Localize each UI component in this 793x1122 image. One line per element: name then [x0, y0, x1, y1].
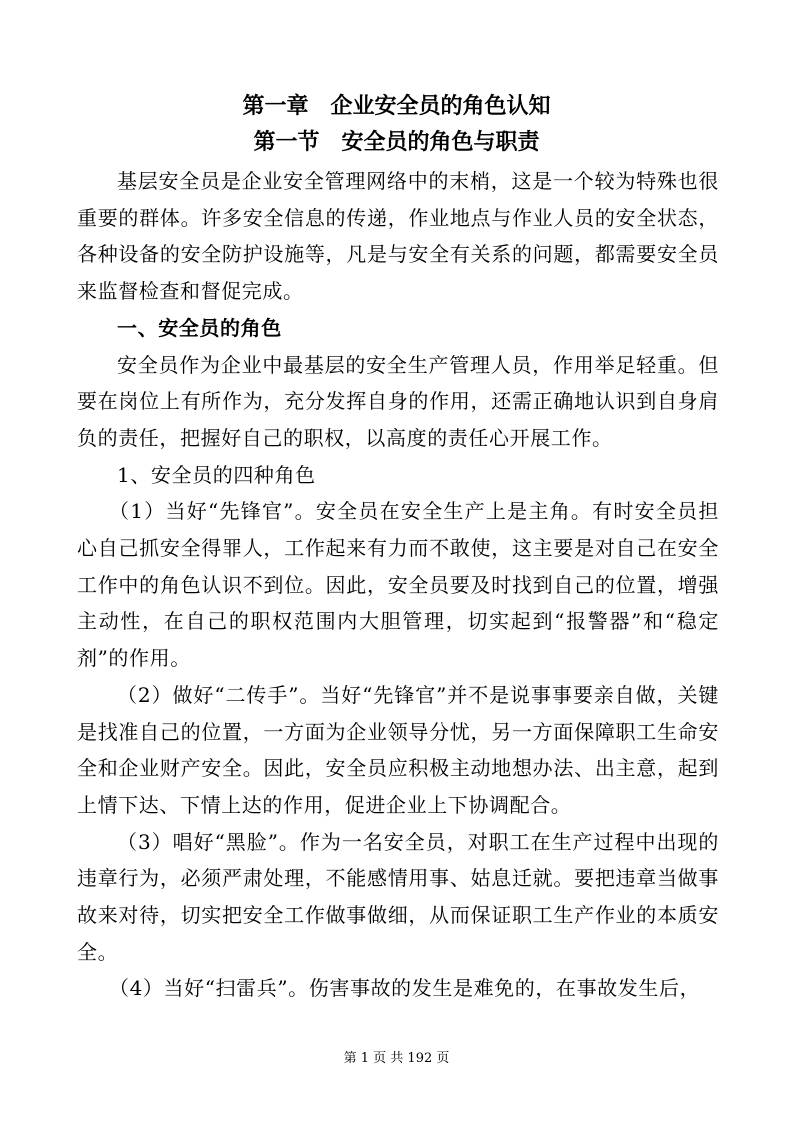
subheading-four-roles: 1、安全员的四种角色: [117, 462, 316, 487]
paragraph-role-4: （4）当好“扫雷兵”。伤害事故的发生是难免的，在事故发生后，: [109, 976, 701, 1001]
paragraph-role-1: （1）当好“先锋官”。安全员在安全生产上是主角。有时安全员担心自己抓安全得罪人，工作起来有力而不敢使，这主要是对自己在安全工作中的角色认识不到位。因此，安全员要及时找到自己的位置，增强主动性，在自己的职权范围内大胆管理，切实起到“报警器”和“稳定剂”的作用。: [77, 499, 719, 671]
paragraph-role-2: （2）做好“二传手”。当好“先锋官”并不是说事事要亲自做，关键是找准自己的位置，一方面为企业领导分忧，另一方面保障职工生命安全和企业财产安全。因此，安全员应积极主动地想办法、出主意，起到上情下达、下情上达的作用，促进企业上下协调配合。: [77, 682, 719, 817]
page-footer: 第 1 页 共 192 页: [343, 1051, 450, 1066]
heading-role: 一、安全员的角色: [117, 315, 282, 340]
section-title: 第一节 安全员的角色与职责: [253, 129, 540, 155]
paragraph-intro: 基层安全员是企业安全管理网络中的末梢，这是一个较为特殊也很重要的群体。许多安全信息的传递，作业地点与作业人员的安全状态，各种设备的安全防护设施等，凡是与安全有关系的问题，都需要安全员来监督检查和督促完成。: [77, 169, 719, 304]
paragraph-role-3: （3）唱好“黑脸”。作为一名安全员，对职工在生产过程中出现的违章行为，必须严肃处理，不能感情用事、姑息迁就。要把违章当做事故来对待，切实把安全工作做事做细，从而保证职工生产作业的本质安全。: [77, 829, 719, 964]
document-body: [77, 163, 719, 1007]
paragraph-role: 安全员作为企业中最基层的安全生产管理人员，作用举足轻重。但要在岗位上有所作为，充分发挥自身的作用，还需正确地认识到自身肩负的责任，把握好自己的职权，以高度的责任心开展工作。: [77, 352, 719, 450]
chapter-title: 第一章 企业安全员的角色认知: [242, 93, 551, 119]
